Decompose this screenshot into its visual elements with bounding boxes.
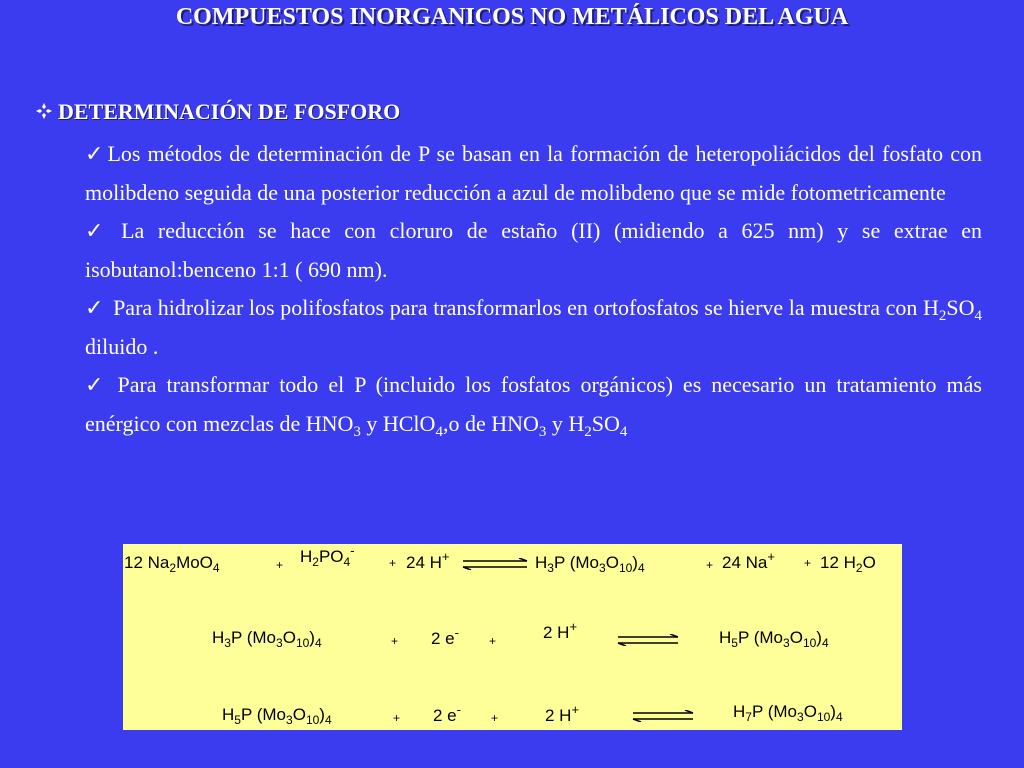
eq3-electrons: 2 e- — [433, 702, 461, 725]
eq2-plus-2: + — [489, 634, 497, 648]
eq1-reactant-sodium-molybdate: 12 $Na_2MoO_4$ — [124, 553, 220, 575]
slide-title: COMPUESTOS INORGANICOS NO METÁLICOS DEL AGUA — [175, 4, 849, 30]
bullet-paragraph-1: ✓ Los métodos de determinación de P se basan en la formación de heteropoliácidos del fosfato con molibdeno seguida de una posterior reducción a azul de molibdeno que se mide fotometricamente — [85, 135, 982, 212]
eq1-product-heteropolyacid: $H_3P$ $(Mo_3O_{10})_4$ — [535, 553, 645, 575]
eq1-plus-1: + — [276, 558, 284, 572]
reaction-equations-box — [123, 544, 902, 730]
eq2-product-reduced: $H_5P$ $(Mo_3O_{10})_4$ — [719, 628, 829, 650]
eq3-protons: 2 H+ — [545, 702, 580, 725]
eq1-plus-3: + — [706, 558, 714, 572]
eq1-plus-4: + — [804, 556, 812, 570]
eq1-product-water: 12 $H_2O$ — [820, 553, 876, 575]
bullet-paragraph-3: ✓ Para hidrolizar los polifosfatos para transformarlos en ortofosfatos se hierve la muestra con $H_2SO_4$ diluido . — [85, 289, 982, 366]
eq3-equilibrium-arrow-icon — [631, 710, 697, 722]
eq1-plus-2: + — [389, 556, 397, 570]
eq3-product-reduced: $H_7P$ $(Mo_3O_{10})_4$ — [733, 702, 843, 724]
section-heading — [36, 99, 400, 125]
diamond-bullet-icon — [36, 99, 58, 125]
section-heading-text: DETERMINACIÓN DE FOSFORO — [58, 99, 401, 124]
eq2-equilibrium-arrow-icon — [616, 634, 682, 646]
eq1-product-sodium: 24 Na+ — [722, 549, 775, 572]
eq2-reactant-heteropolyacid: $H_3P$ $(Mo_3O_{10})_4$ — [212, 628, 322, 650]
eq3-plus-2: + — [491, 711, 499, 725]
bullet-paragraph-2: ✓ La reducción se hace con cloruro de estaño (II) (midiendo a 625 nm) y se extrae en isobutanol:benceno 1:1 ( 690 nm). — [85, 212, 982, 289]
eq3-reactant-reduced: $H_5P$ $(Mo_3O_{10})_4$ — [222, 705, 332, 727]
check-icon: ✓ — [85, 295, 104, 320]
eq1-reactant-protons: 24 H+ — [406, 549, 450, 572]
eq3-plus-1: + — [393, 711, 401, 725]
eq2-plus-1: + — [391, 634, 399, 648]
eq2-electrons: 2 e- — [431, 625, 459, 648]
check-icon: ✓ — [85, 372, 104, 397]
eq1-equilibrium-arrow-icon — [461, 558, 531, 570]
bullet-list — [85, 135, 982, 443]
eq1-reactant-phosphate: $H_2PO_4^-$ — [300, 543, 355, 569]
bullet-paragraph-4: ✓ Para transformar todo el P (incluido los fosfatos orgánicos) es necesario un tratamiento más enérgico con mezclas de $HNO_3$ y HClO$_4$,o de $HNO_3$ y $H_2SO_4$ — [85, 366, 982, 443]
eq2-protons: 2 H+ — [543, 619, 578, 642]
check-icon: ✓ — [85, 218, 104, 243]
check-icon: ✓ — [85, 141, 104, 166]
